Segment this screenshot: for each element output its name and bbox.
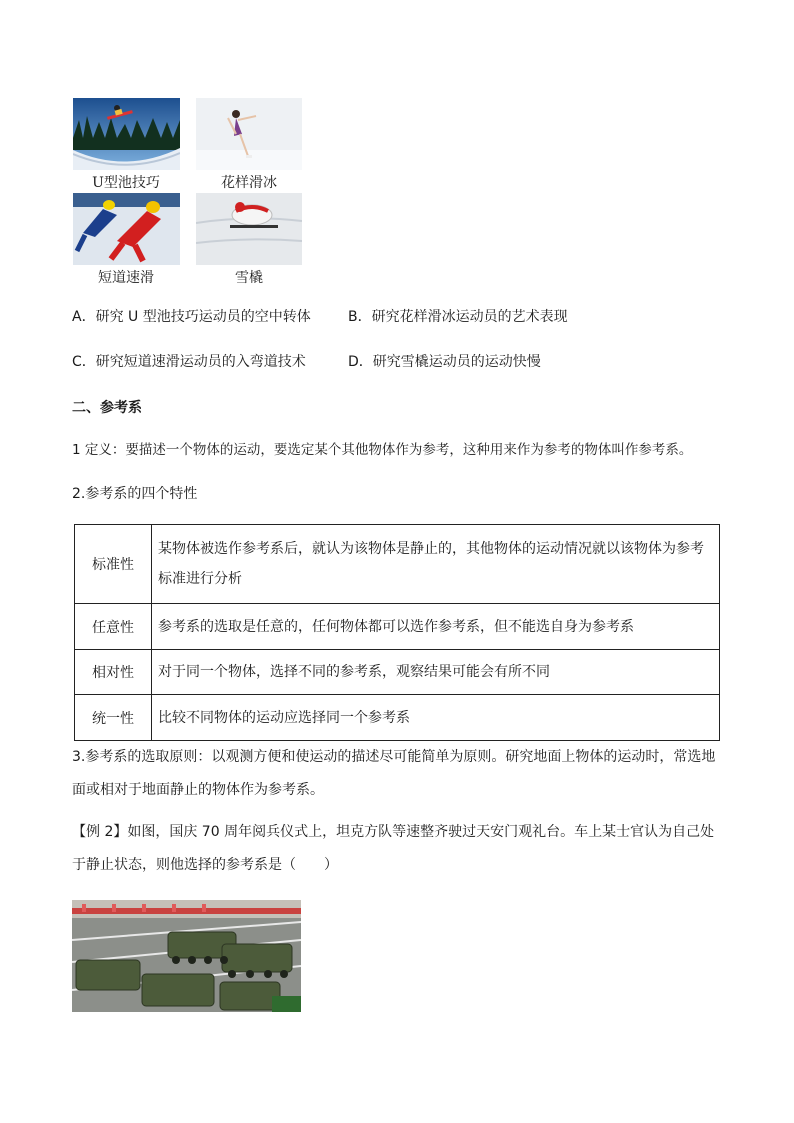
caption-halfpipe: U型池技巧: [92, 175, 160, 191]
table-row: [75, 604, 720, 650]
table-key: 任意性: [75, 604, 152, 650]
option-c: C．研究短道速滑运动员的入弯道技术: [72, 354, 306, 370]
table-key: 统一性: [75, 695, 152, 741]
section-title: 二、参考系: [72, 400, 142, 416]
table-row: [75, 525, 720, 604]
table-row: [75, 695, 720, 741]
figure-skating-photo: [196, 98, 302, 170]
reference-frame-properties-table: [74, 524, 720, 741]
features-title: 2.参考系的四个特性: [72, 486, 198, 502]
table-value: 对于同一个物体，选择不同的参考系，观察结果可能会有所不同: [152, 650, 720, 695]
caption-figure-skating: 花样滑冰: [221, 175, 277, 191]
principle-text: 3.参考系的选取原则：以观测方便和使运动的描述尽可能简单为原则。研究地面上物体的运动时，常选地面或相对于地面静止的物体作为参考系。: [72, 749, 716, 798]
definition-text: 1 定义：要描述一个物体的运动，要选定某个其他物体作为参考，这种用来作为参考的物体叫作参考系。: [72, 442, 693, 458]
sled-photo: [196, 193, 302, 265]
snowboard-halfpipe-photo: [73, 98, 180, 170]
option-a: A．研究 U 型池技巧运动员的空中转体: [72, 309, 311, 325]
caption-short-track: 短道速滑: [98, 270, 154, 286]
option-d: D．研究雪橇运动员的运动快慢: [348, 354, 541, 370]
tank-parade-photo: [72, 900, 301, 1012]
example-question: 【例 2】如图，国庆 70 周年阅兵仪式上，坦克方队等速整齐驶过天安门观礼台。车上某士官认为自己处于静止状态，则他选择的参考系是（ ）: [72, 824, 715, 873]
table-key: 标准性: [75, 525, 152, 604]
table-value: 比较不同物体的运动应选择同一个参考系: [152, 695, 720, 741]
table-value: 某物体被选作参考系后，就认为该物体是静止的，其他物体的运动情况就以该物体为参考标准进行分析: [152, 525, 720, 604]
option-b: B．研究花样滑冰运动员的艺术表现: [348, 309, 568, 325]
caption-sled: 雪橇: [235, 270, 263, 286]
table-key: 相对性: [75, 650, 152, 695]
short-track-skating-photo: [73, 193, 180, 265]
table-row: [75, 650, 720, 695]
table-value: 参考系的选取是任意的，任何物体都可以选作参考系，但不能选自身为参考系: [152, 604, 720, 650]
